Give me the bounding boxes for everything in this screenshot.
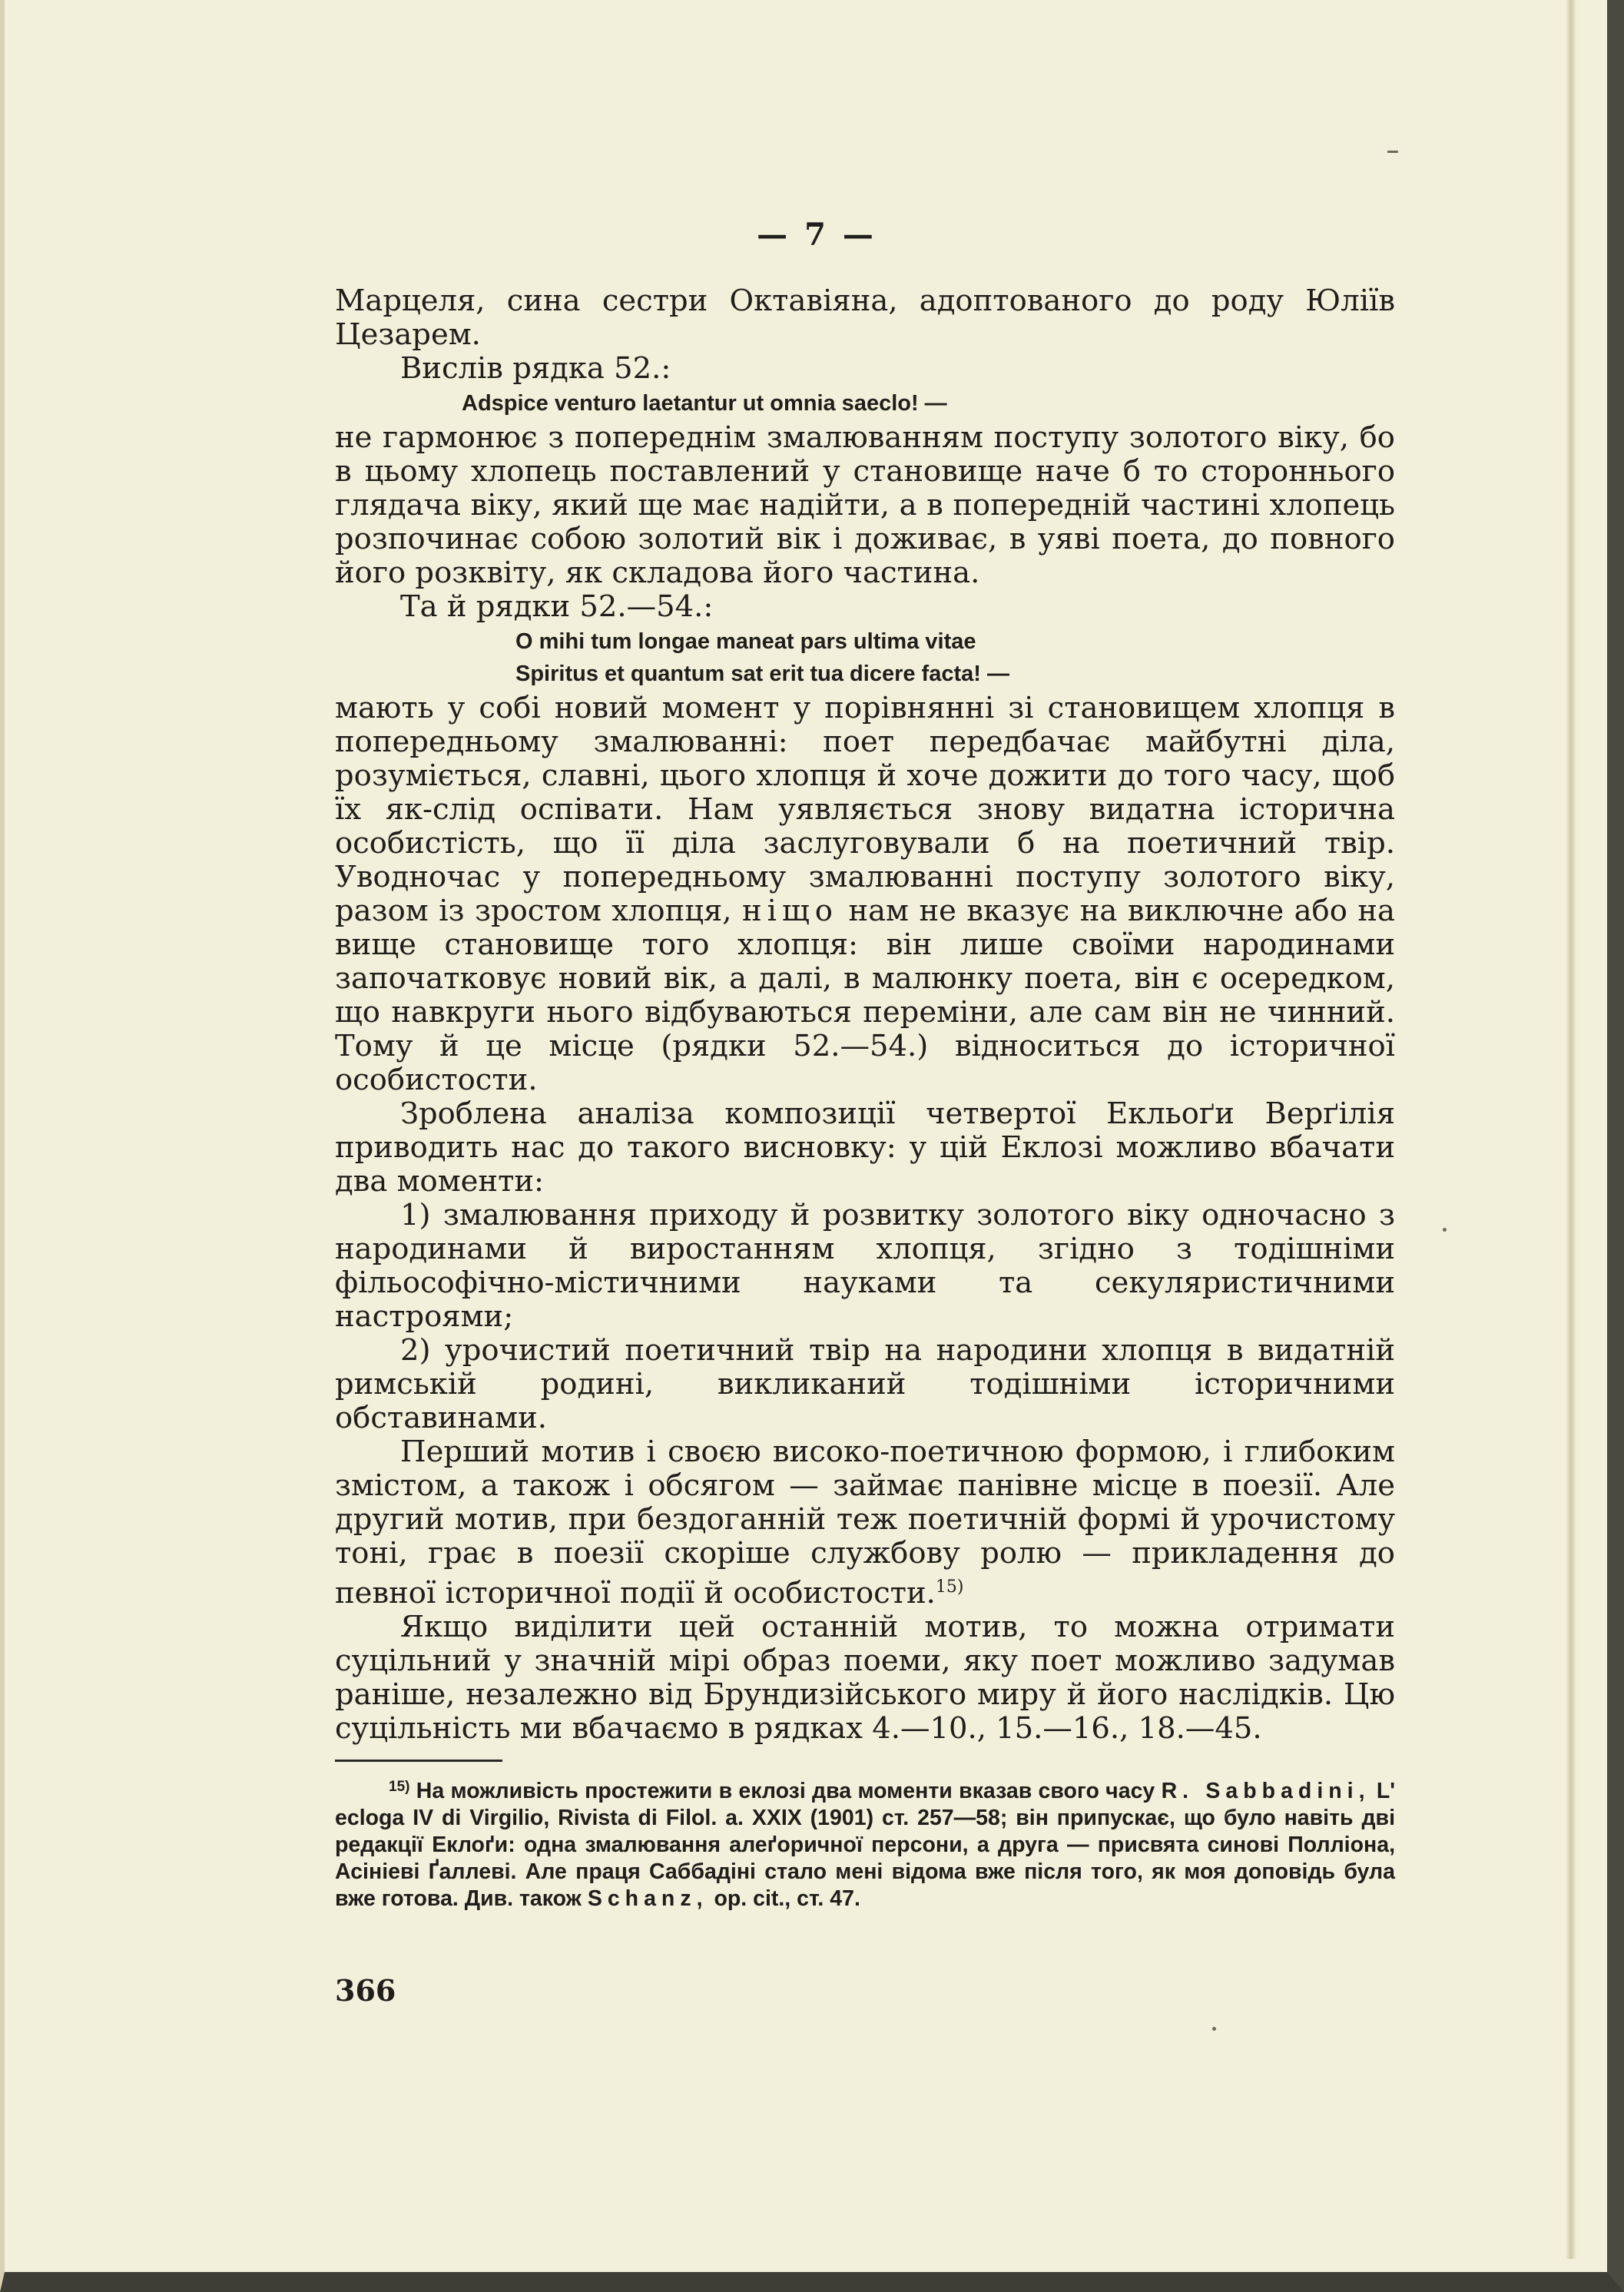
footnote-15	[335, 1773, 1395, 1912]
paragraph-2: Вислів рядка 52.:	[400, 351, 671, 386]
footer-page-number: 366	[335, 1973, 396, 2008]
footnote-author-schanz: Schanz,	[587, 1886, 708, 1911]
page-spine-shadow	[1566, 0, 1576, 2259]
latin-verse-54: Spiritus et quantum sat erit tua dicere facta! —	[515, 662, 1009, 686]
paragraph-5-start: мають у собі новий момент у порівнянні зі становищем хлопця в попередньому змалюванні: поет передбачає майбутні діла, розуміється, славні, цього хлопця й хоче дожити до того часу, щоб їх як-слід оспівати. Нам уявляється знову видатна історична особистість, що її діла заслуговували б на поетичний твір. Уводночас у попередньому змалюванні поступу золотого віку, разом із зростом хлопця,	[335, 691, 1395, 928]
paragraph-3: не гармонює з попереднім змалюванням поступу золотого віку, бо в цьому хлопець поставлений у становище наче б то стороннього глядача віку, який ще має надійти, а в попередній частині хлопець розпочинає собою золотий вік і доживає, в уяві поета, до повного його розквіту, як складова його частина.	[335, 420, 1395, 590]
paragraph-1-line-1: Марцеля, сина сестри Октавіяна, адоптованого до роду Юліїв	[335, 284, 1395, 318]
latin-verse-53: O mihi tum longae maneat pars ultima vitae	[515, 629, 976, 654]
paper-speck	[1387, 151, 1398, 153]
footnote-author-sabbadini: R. Sabbadini,	[1161, 1779, 1370, 1803]
paragraph-9	[335, 1435, 1395, 1610]
paragraph-5	[335, 692, 1395, 1097]
footnote-text	[335, 1773, 1395, 1912]
paragraph-9-text: Перший мотив і своєю високо-поетичною формою, і глибоким змістом, а також і обсягом — займає панівне місце в поезії. Але другий мотив, при бездоганній теж поетичній формі й урочистому тоні, грає в поезії скоріше службову ролю — прикладення до певної історичної події й особистости.	[335, 1435, 1395, 1610]
main-text	[335, 284, 1395, 1746]
footnote-divider	[335, 1760, 502, 1762]
paragraph-6: Зроблена аналіза композиції четвертої Екльоґи Верґілія приводить нас до такого висновку: у цій Еклозі можливо вбачати два моменти:	[335, 1096, 1395, 1199]
latin-verse-52: Adspice venturo laetantur ut omnia saeclo! —	[462, 391, 947, 416]
footnote-part-3: op. cit., ст. 47.	[714, 1886, 860, 1911]
paragraph-4: Та й рядки 52.—54.:	[400, 589, 714, 624]
footnote-reference: 15)	[935, 1577, 964, 1597]
paragraph-10: Якщо виділити цей останній мотив, то можна отримати суцільний у значній мірі образ поеми, яку поет можливо задумав раніше, незалежно від Брундизійського миру й його наслідків. Цю суцільність ми вбачаємо в рядках 4.—10., 15.—16., 18.—45.	[335, 1610, 1395, 1746]
paragraph-1-line-2: Цезарем.	[335, 317, 481, 352]
emphasized-word: ніщо	[742, 894, 838, 928]
list-item-2: 2) урочистий поетичний твір на народини хлопця в видатній римській родині, викликаний тодішніми історичними обставинами.	[335, 1333, 1395, 1435]
footnote-number: 15)	[389, 1779, 410, 1795]
header-page-number: — 7 —	[757, 217, 877, 253]
footnote-part-1: На можливість простежити в еклозі два моменти вказав свого часу	[416, 1779, 1155, 1803]
paper-speck	[1443, 1228, 1447, 1232]
footnote-part-2: L' ecloga IV di Virgilio, Rivista di Filol. a. XXIX (1901) ст. 257—58; він припускає, що було навіть дві редакції Еклоґи: одна змалювання алеґоричної персони, а друга — присвята синові Полліона, Асініеві Ґаллеві. Але праця Саббадіні стало мені відома вже після того, як моя доповідь була вже готова. Див. також	[335, 1779, 1395, 1911]
paragraph-5-end: нам не вказує на виключне або на вище становище того хлопця: він лише своїми народинами започатковує новий вік, а далі, в малюнку поета, він є осередком, що навкруги нього відбуваються переміни, але сам він не чинний. Тому й це місце (рядки 52.—54.) відноситься до історичної особистости.	[335, 894, 1395, 1097]
paper-speck	[1212, 2027, 1216, 2031]
list-item-1: 1) змалювання приходу й розвитку золотого віку одночасно з народинами й виростанням хлопця, згідно з тодішніми фільософічно-містичними науками та секуляристичними настроями;	[335, 1198, 1395, 1334]
